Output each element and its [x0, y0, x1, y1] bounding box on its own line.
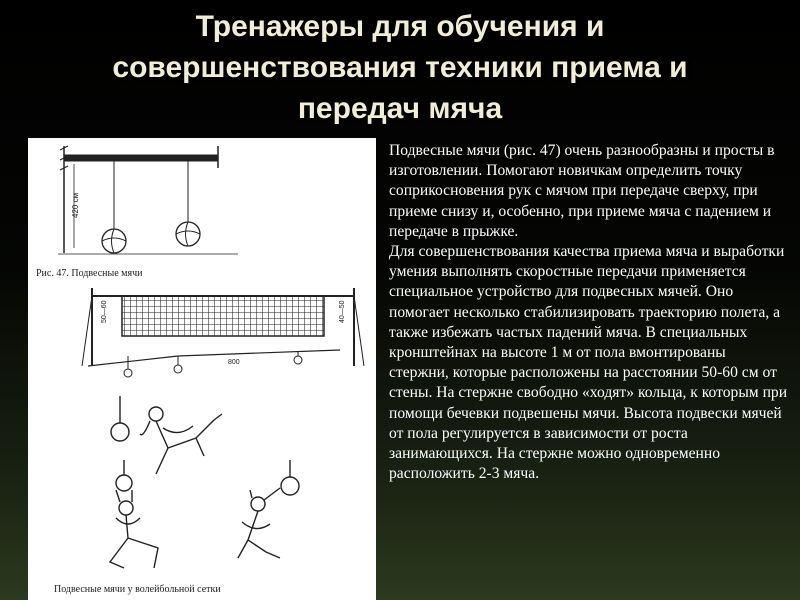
body-text — [389, 141, 789, 484]
slide-title — [40, 6, 760, 129]
body-paragraph-1: Подвесные мячи (рис. 47) очень разнообразны и просты в изготовлении. Помогают новичкам определить точку соприкосновения рук с мячом при передаче сверху, при приеме снизу и, особенно, при приеме мяча с падением и передаче в прыжке. — [389, 142, 775, 240]
net-rig — [82, 288, 364, 377]
player-squatting — [238, 460, 299, 558]
ball-icon — [281, 477, 299, 495]
title-line-3: передач мяча — [297, 92, 503, 125]
hanging-balls-figure — [28, 138, 376, 600]
player-diving — [111, 396, 222, 474]
title-line-1: Тренажеры для обучения и — [195, 10, 605, 43]
ball-icon — [116, 475, 132, 491]
title-line-2: совершенствования техники приема и — [112, 51, 688, 84]
ball-icon — [102, 229, 126, 253]
top-rig — [58, 146, 238, 254]
dim-right-net-label: 40—50 — [339, 300, 346, 323]
caption-top: Рис. 47. Подвесные мячи — [36, 268, 143, 279]
dim-height-label: 420 см — [71, 192, 80, 218]
ball-icon — [111, 423, 129, 441]
figure-drawing — [28, 138, 376, 600]
dim-span-label: 800 — [228, 359, 240, 366]
player-standing — [110, 460, 158, 568]
body-paragraph-2: Для совершенствования качества приема мяча и выработки умения выполнять скоростные передачи применяется специальное устройство для подвесных мячей. Оно помогает несколько стабилизировать траекторию полета, а также избежать частых падений мяча. В специальных кронштейнах на высоте 1 м от пола вмонтированы стержни, которые расположены на расстоянии 50-60 см от стены. На стержне свободно «ходят» кольца, к которым при помощи бечевки подвешены мячи. Высота подвески мячей от пола регулируется в зависимости от роста занимающихся. На стержне можно одновременно расположить 2-3 мяча. — [389, 243, 788, 483]
dim-left-net-label: 50—60 — [101, 300, 108, 323]
ball-icon — [176, 222, 200, 246]
caption-bottom: Подвесные мячи у волейбольной сетки — [54, 584, 221, 595]
